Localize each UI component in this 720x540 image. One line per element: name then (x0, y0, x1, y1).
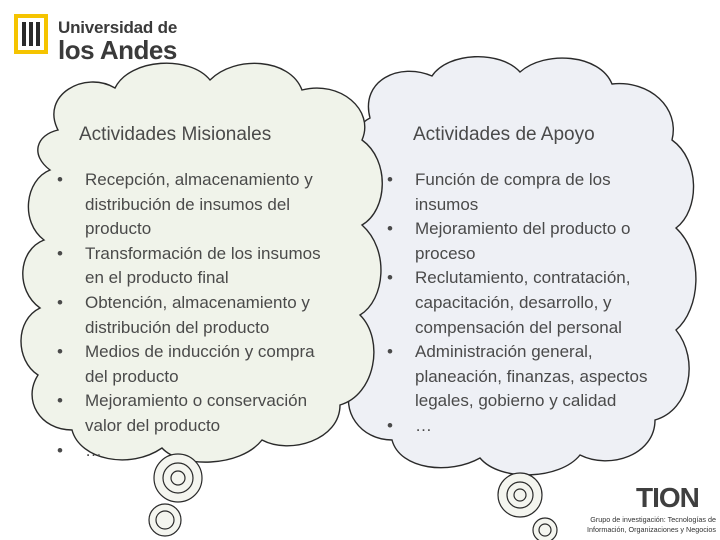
bullet-icon: • (57, 170, 63, 189)
bullet-icon: • (57, 342, 63, 362)
left-item-line: producto (85, 219, 152, 239)
right-list-item (385, 217, 705, 266)
right-list-item (385, 168, 705, 217)
right-item-line: Administración general, (415, 342, 593, 362)
left-item-line: distribución del producto (85, 317, 270, 337)
left-item-line: Mejoramiento o conservación (85, 391, 308, 411)
left-item-line: Recepción, almacenamiento y (85, 170, 313, 189)
tion-brand-text: TION (636, 482, 699, 513)
left-item-line: Medios de inducción y compra (85, 342, 315, 362)
left-list-item (55, 242, 375, 291)
right-item-line: Función de compra de los (415, 170, 611, 189)
left-item-line: Obtención, almacenamiento y (85, 292, 310, 312)
caption-line-1: Grupo de investigación: Tecnologías de (590, 515, 716, 524)
left-list-item (55, 340, 375, 389)
bullet-icon: • (387, 268, 393, 288)
right-item-line: Mejoramiento del producto o (415, 219, 631, 239)
bullet-icon: • (57, 292, 63, 312)
logo-emblem-icon (12, 10, 52, 58)
bullet-icon: • (387, 415, 393, 435)
universidad-de-los-andes-logo (12, 8, 182, 65)
right-item-line: proceso (415, 243, 476, 263)
tion-logo (636, 482, 699, 514)
left-list-item (55, 291, 375, 340)
left-list-item (55, 168, 375, 242)
left-column-title: Actividades Misionales (79, 124, 272, 145)
caption-line-2: Información, Organizaciones y Negocios (586, 525, 716, 534)
left-item-line: valor del producto (85, 415, 221, 435)
right-item-line: … (415, 415, 432, 435)
right-item-line: capacitación, desarrollo, y (415, 292, 612, 312)
bullet-icon: • (57, 440, 63, 460)
left-item-line: … (85, 440, 102, 460)
left-activities-list (55, 168, 375, 463)
bullet-icon: • (387, 342, 393, 362)
right-list-item (385, 266, 705, 340)
left-item-line: distribución de insumos del (85, 194, 291, 214)
bullet-icon: • (57, 391, 63, 411)
bullet-icon: • (387, 219, 393, 239)
left-item-line: del producto (85, 366, 179, 386)
left-list-item (55, 439, 375, 464)
right-item-line: legales, gobierno y calidad (415, 391, 617, 411)
bullet-icon: • (387, 170, 393, 189)
right-column-title: Actividades de Apoyo (413, 124, 595, 145)
right-list-item (385, 340, 705, 414)
logo-line1: Universidad de (58, 18, 178, 37)
right-activities-list (385, 168, 705, 439)
left-list-item (55, 389, 375, 438)
left-item-line: en el producto final (85, 268, 229, 288)
right-item-line: insumos (415, 194, 479, 214)
logo-line2: los Andes (58, 35, 177, 65)
research-group-caption (570, 515, 716, 535)
right-item-line: compensación del personal (415, 317, 622, 337)
right-list-item (385, 414, 705, 439)
left-item-line: Transformación de los insumos (85, 243, 321, 263)
right-item-line: Reclutamiento, contratación, (415, 268, 631, 288)
right-item-line: planeación, finanzas, aspectos (415, 366, 648, 386)
bullet-icon: • (57, 243, 63, 263)
